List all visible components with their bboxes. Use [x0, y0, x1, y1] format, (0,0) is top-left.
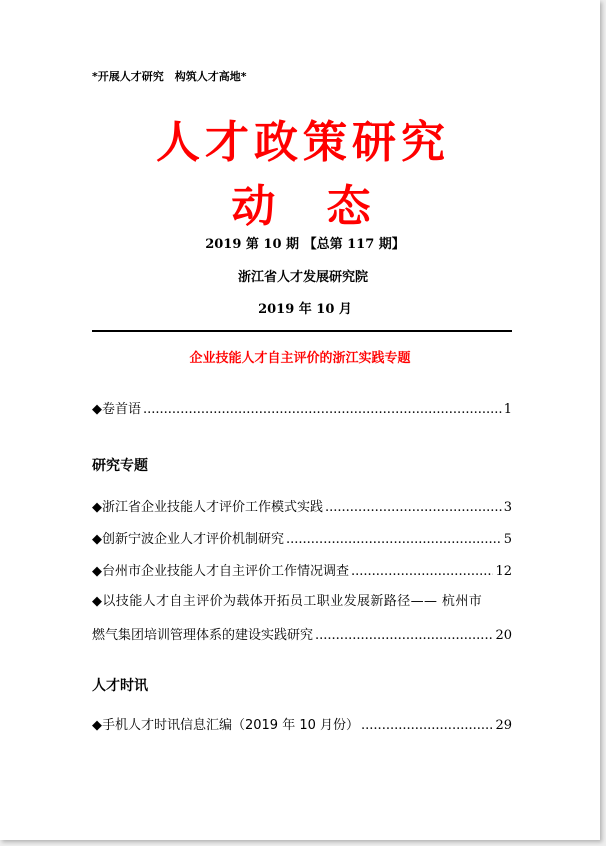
toc-entry-page: 20 [495, 628, 512, 643]
toc-entry-page: 29 [495, 718, 512, 733]
toc-entry-title: ◆卷首语 [92, 402, 141, 417]
toc-leader-dots [143, 402, 502, 417]
toc-entry-title: ◆手机人才时讯信息汇编（2019 年 10 月份） [92, 718, 360, 733]
publication-title: 人才政策研究 [156, 117, 450, 168]
toc-entry[interactable] [92, 528, 512, 547]
issue-theme: 企业技能人才自主评价的浙江实践专题 [189, 351, 411, 366]
toc-entry-title-line1[interactable]: ◆以技能人才自主评价为载体开拓员工职业发展新路径—— 杭州市 [92, 594, 483, 609]
toc-entry-preface[interactable] [92, 398, 512, 417]
toc-entry-title: ◆台州市企业技能人才自主评价工作情况调查 [92, 564, 349, 579]
toc-entry-page: 1 [503, 402, 512, 417]
toc-section-news: 人才时讯 [92, 678, 148, 694]
issue-number: 2019 第 10 期 【总第 117 期】 [205, 237, 405, 252]
organization: 浙江省人才发展研究院 [237, 270, 368, 285]
toc-leader-dots [361, 718, 493, 733]
toc-entry-page: 3 [503, 500, 512, 515]
toc-leader-dots [351, 564, 493, 579]
toc-entry[interactable] [92, 714, 512, 733]
divider-rule [92, 330, 512, 332]
publication-date: 2019 年 10 月 [258, 302, 352, 317]
toc-entry-page: 12 [495, 564, 512, 579]
toc-leader-dots [315, 628, 493, 643]
publication-title-line2: 动 态 [231, 181, 389, 232]
toc-entry-title: ◆创新宁波企业人才评价机制研究 [92, 532, 284, 547]
toc-entry[interactable] [92, 624, 512, 643]
toc-entry-title-line2: 燃气集团培训管理体系的建设实践研究 [92, 628, 314, 643]
toc-section-research: 研究专题 [92, 458, 148, 474]
toc-entry[interactable] [92, 560, 512, 579]
toc-entry-page: 5 [503, 532, 512, 547]
toc-entry[interactable] [92, 496, 512, 515]
toc-leader-dots [286, 532, 502, 547]
motto: *开展人才研究 构筑人才高地* [92, 70, 247, 83]
toc-leader-dots [325, 500, 502, 515]
toc-entry-title: ◆浙江省企业技能人才评价工作模式实践 [92, 500, 323, 515]
